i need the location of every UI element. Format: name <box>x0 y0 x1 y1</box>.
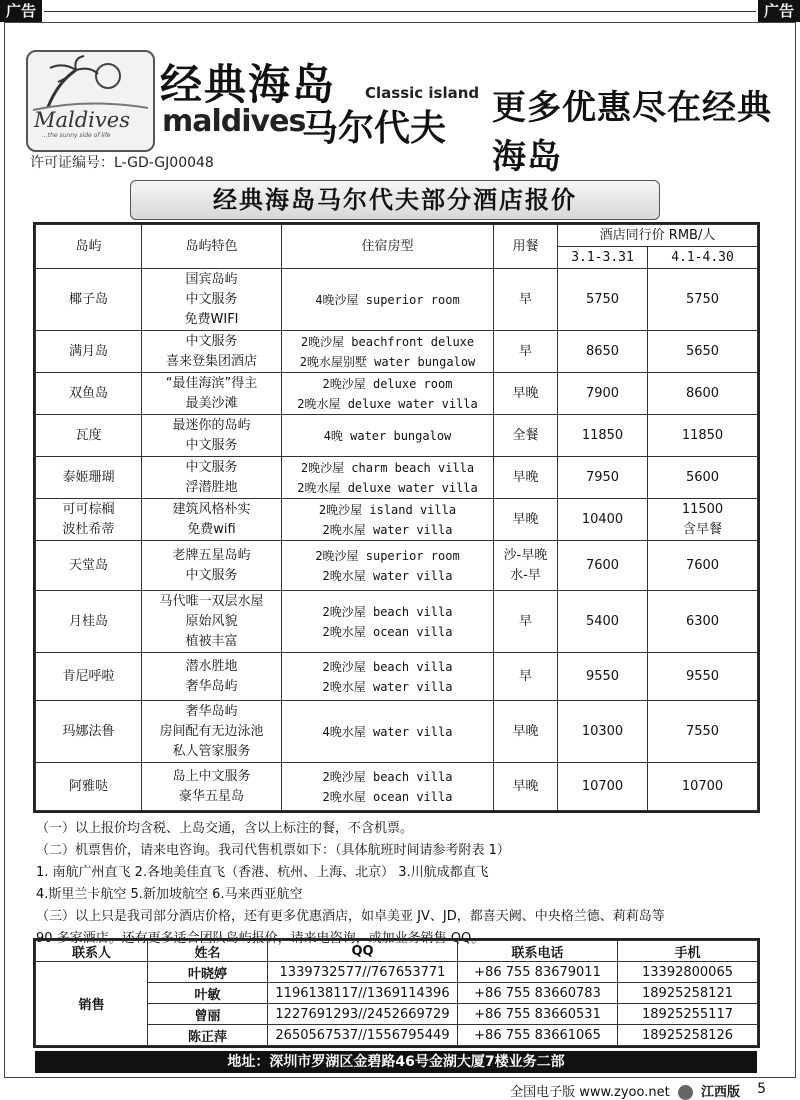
brand-name-cn: 经典海岛 <box>160 60 337 109</box>
meal-cell: 早晚 <box>494 763 558 811</box>
price-period-2-cell: 10700 <box>648 763 758 811</box>
table-row <box>36 701 758 763</box>
table-row <box>36 331 758 373</box>
note-3: 1. 南航广州直飞 2.各地美佳直飞（香港、杭州、上海、北京） 3.川航成都直飞 <box>36 865 489 880</box>
note-2: （二）机票售价，请来电咨询。我司代售机票如下：（具体航班时间请参考附表 1） <box>36 843 510 858</box>
contact-role-cell: 销售 <box>36 962 148 1046</box>
meal-cell: 早晚 <box>494 457 558 499</box>
table-row <box>36 415 758 457</box>
logo-text: Maldives <box>34 108 130 132</box>
price-period-2-cell: 5750 <box>648 269 758 331</box>
island-cell: 椰子岛 <box>36 269 142 331</box>
top-rule <box>44 11 756 12</box>
price-period-2-cell: 7600 <box>648 541 758 591</box>
room-cell: 2晚沙屋 superior room 2晚水屋 water villa <box>282 541 494 591</box>
brand-name-cn2: 马尔代夫 <box>302 108 447 149</box>
contact-mobile-cell: 18925258121 <box>618 983 758 1004</box>
contact-header-qq: QQ <box>268 941 458 962</box>
header-feature: 岛屿特色 <box>142 225 282 269</box>
contact-phone-cell: +86 755 83660531 <box>458 1004 618 1025</box>
table-row <box>36 373 758 415</box>
edition-badge-icon <box>678 1085 693 1100</box>
room-cell: 2晚沙屋 island villa 2晚水屋 water villa <box>282 499 494 541</box>
promo-slogan: 更多优惠尽在经典海岛 <box>492 88 772 177</box>
feature-cell: 奢华岛屿 房间配有无边泳池 私人管家服务 <box>142 701 282 763</box>
footer <box>510 1081 740 1100</box>
table-row <box>36 269 758 331</box>
island-cell: 玛娜法鲁 <box>36 701 142 763</box>
price-period-2-cell: 8600 <box>648 373 758 415</box>
price-table <box>35 224 758 811</box>
license-number: 许可证编号：L-GD-GJ00048 <box>30 155 214 171</box>
header-meal: 用餐 <box>494 225 558 269</box>
price-period-1-cell: 10700 <box>558 763 648 811</box>
room-cell: 2晚沙屋 beach villa 2晚水屋 water villa <box>282 653 494 701</box>
contact-qq-cell: 2650567537//1556795449 <box>268 1025 458 1046</box>
price-period-2-cell: 11850 <box>648 415 758 457</box>
contact-phone-cell: +86 755 83679011 <box>458 962 618 983</box>
page-title: 经典海岛马尔代夫部分酒店报价 <box>130 180 660 220</box>
room-cell: 4晚水屋 water villa <box>282 701 494 763</box>
ad-label-right: 广告 <box>758 0 800 22</box>
logo-tagline: ...the sunny side of life <box>42 132 111 139</box>
maldives-logo <box>26 50 155 152</box>
room-cell: 4晚沙屋 superior room <box>282 269 494 331</box>
address-bar: 地址：深圳市罗湖区金碧路46号金湖大厦7楼业务二部 <box>35 1051 757 1073</box>
meal-cell: 早 <box>494 331 558 373</box>
contact-name-cell: 叶敏 <box>148 983 268 1004</box>
header-room: 住宿房型 <box>282 225 494 269</box>
price-period-1-cell: 9550 <box>558 653 648 701</box>
brand-name-en: Classic island <box>365 84 480 102</box>
price-period-1-cell: 10400 <box>558 499 648 541</box>
price-table-body <box>36 269 758 811</box>
island-cell: 肯尼呼啦 <box>36 653 142 701</box>
price-period-2-cell: 7550 <box>648 701 758 763</box>
table-row <box>36 457 758 499</box>
contact-qq-cell: 1227691293//2452669729 <box>268 1004 458 1025</box>
feature-cell: 老牌五星岛屿 中文服务 <box>142 541 282 591</box>
ad-label-left: 广告 <box>0 0 42 22</box>
table-row <box>36 499 758 541</box>
price-period-1-cell: 8650 <box>558 331 648 373</box>
note-1: （一）以上报价均含税、上岛交通，含以上标注的餐，不含机票。 <box>36 821 414 836</box>
notes <box>36 818 756 950</box>
meal-cell: 早 <box>494 269 558 331</box>
contact-phone-cell: +86 755 83660783 <box>458 983 618 1004</box>
feature-cell: 岛上中文服务 豪华五星岛 <box>142 763 282 811</box>
room-cell: 4晚 water bungalow <box>282 415 494 457</box>
meal-cell: 早晚 <box>494 373 558 415</box>
room-cell: 2晚沙屋 beach villa 2晚水屋 ocean villa <box>282 763 494 811</box>
meal-cell: 早晚 <box>494 499 558 541</box>
meal-cell: 全餐 <box>494 415 558 457</box>
contact-row <box>36 962 758 983</box>
feature-cell: “最佳海滨”得主 最美沙滩 <box>142 373 282 415</box>
meal-cell: 沙-早晚 水-早 <box>494 541 558 591</box>
price-period-2-cell: 11500 含早餐 <box>648 499 758 541</box>
footer-site: 全国电子版 www.zyoo.net <box>510 1085 670 1100</box>
room-cell: 2晚沙屋 deluxe room 2晚水屋 deluxe water villa <box>282 373 494 415</box>
contact-name-cell: 陈正萍 <box>148 1025 268 1046</box>
price-period-2-cell: 9550 <box>648 653 758 701</box>
brand-maldives: maldives <box>162 104 306 139</box>
contact-mobile-cell: 13392800065 <box>618 962 758 983</box>
contact-mobile-cell: 18925258126 <box>618 1025 758 1046</box>
table-row <box>36 541 758 591</box>
contact-table <box>35 940 758 1046</box>
contact-qq-cell: 1339732577//767653771 <box>268 962 458 983</box>
island-cell: 天堂岛 <box>36 541 142 591</box>
contact-header-name: 姓名 <box>148 941 268 962</box>
feature-cell: 马代唯一双层水屋 原始风貌 植被丰富 <box>142 591 282 653</box>
feature-cell: 最迷你的岛屿 中文服务 <box>142 415 282 457</box>
footer-edition: 江西版 <box>700 1085 740 1100</box>
contact-phone-cell: +86 755 83661065 <box>458 1025 618 1046</box>
price-period-2-cell: 5650 <box>648 331 758 373</box>
room-cell: 2晚沙屋 beach villa 2晚水屋 ocean villa <box>282 591 494 653</box>
room-cell: 2晚沙屋 beachfront deluxe 2晚水屋别墅 water bungalow <box>282 331 494 373</box>
island-cell: 月桂岛 <box>36 591 142 653</box>
table-row <box>36 653 758 701</box>
note-4: 4.斯里兰卡航空 5.新加坡航空 6.马来西亚航空 <box>36 887 303 902</box>
price-period-1-cell: 10300 <box>558 701 648 763</box>
island-cell: 瓦度 <box>36 415 142 457</box>
note-5: （三）以上只是我司部分酒店价格，还有更多优惠酒店，如卓美亚 JV、JD，都喜天阙、中央格兰德、莉莉岛等 <box>36 909 665 924</box>
meal-cell: 早 <box>494 591 558 653</box>
contact-table-body <box>36 962 758 1046</box>
header-price: 酒店同行价 RMB/人 <box>558 225 758 247</box>
contact-header-role: 联系人 <box>36 941 148 962</box>
island-cell: 泰姬珊瑚 <box>36 457 142 499</box>
page-number: 5 <box>757 1081 766 1097</box>
contact-qq-cell: 1196138117//1369114396 <box>268 983 458 1004</box>
note-6: 90 多家酒店。还有更多适合团队岛屿报价，请来电咨询，或加业务销售 QQ。 <box>36 931 485 946</box>
meal-cell: 早 <box>494 653 558 701</box>
contact-name-cell: 叶晓婷 <box>148 962 268 983</box>
feature-cell: 国宾岛屿 中文服务 免费WIFI <box>142 269 282 331</box>
price-period-1-cell: 5750 <box>558 269 648 331</box>
table-row <box>36 591 758 653</box>
feature-cell: 潜水胜地 奢华岛屿 <box>142 653 282 701</box>
room-cell: 2晚沙屋 charm beach villa 2晚水屋 deluxe water villa <box>282 457 494 499</box>
price-period-1-cell: 7600 <box>558 541 648 591</box>
palm-sun-icon <box>28 52 153 112</box>
meal-cell: 早晚 <box>494 701 558 763</box>
contact-header-phone: 联系电话 <box>458 941 618 962</box>
price-period-1-cell: 5400 <box>558 591 648 653</box>
island-cell: 满月岛 <box>36 331 142 373</box>
contact-mobile-cell: 18925255117 <box>618 1004 758 1025</box>
contact-name-cell: 曾丽 <box>148 1004 268 1025</box>
price-period-2-cell: 6300 <box>648 591 758 653</box>
feature-cell: 中文服务 浮潜胜地 <box>142 457 282 499</box>
price-period-1-cell: 11850 <box>558 415 648 457</box>
feature-cell: 中文服务 喜来登集团酒店 <box>142 331 282 373</box>
header-period-1: 3.1-3.31 <box>558 247 648 269</box>
island-cell: 阿雅哒 <box>36 763 142 811</box>
header-island: 岛屿 <box>36 225 142 269</box>
price-period-1-cell: 7950 <box>558 457 648 499</box>
price-period-1-cell: 7900 <box>558 373 648 415</box>
island-cell: 可可棕榈 波杜希蒂 <box>36 499 142 541</box>
table-row <box>36 763 758 811</box>
header-period-2: 4.1-4.30 <box>648 247 758 269</box>
feature-cell: 建筑风格朴实 免费wifi <box>142 499 282 541</box>
island-cell: 双鱼岛 <box>36 373 142 415</box>
contact-header-mobile: 手机 <box>618 941 758 962</box>
price-period-2-cell: 5600 <box>648 457 758 499</box>
